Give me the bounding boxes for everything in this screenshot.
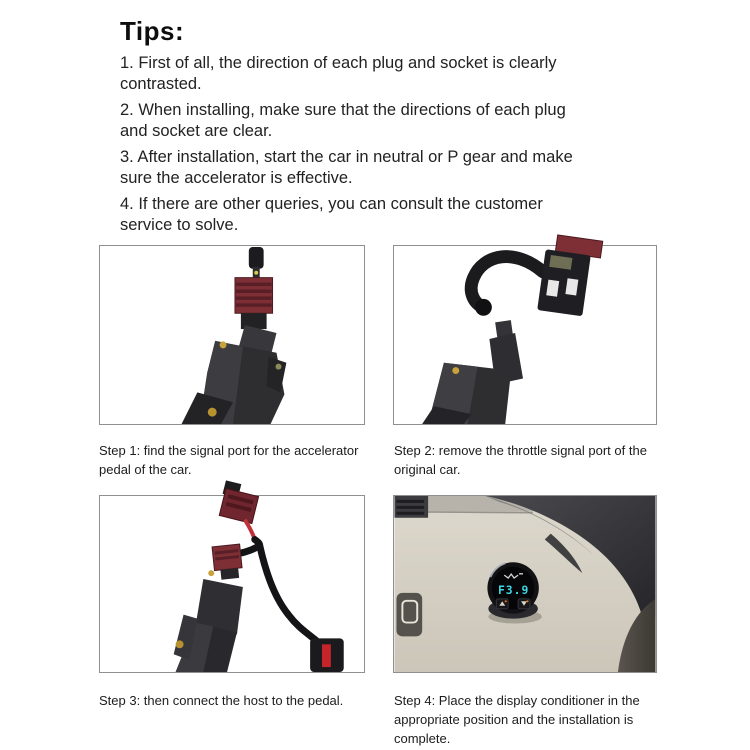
step4-caption xyxy=(394,691,640,748)
tip-line: 1. First of all, the direction of each plug and socket is clearly xyxy=(120,54,557,72)
caption-line: Step 1: find the signal port for the accelerator xyxy=(99,443,359,458)
pedal-connector-red-block xyxy=(212,544,243,580)
tip-item-3 xyxy=(120,147,668,189)
tip-line: and socket are clear. xyxy=(120,122,273,140)
throttle-signal-port-removed-photo xyxy=(394,246,656,424)
accelerator-pedal-assembly xyxy=(174,570,243,672)
caption-line: pedal of the car. xyxy=(99,462,192,477)
accelerator-pedal-assembly xyxy=(182,325,287,424)
step3-caption xyxy=(99,691,343,710)
harness-cable xyxy=(230,540,316,641)
air-vent xyxy=(394,496,428,518)
accelerator-pedal-assembly xyxy=(422,320,523,424)
caption-line: complete. xyxy=(394,731,451,746)
step4-photo-frame xyxy=(393,495,657,673)
device-display-reading: F3.9 xyxy=(497,582,530,597)
step2-caption xyxy=(394,441,647,479)
tip-line: 2. When installing, make sure that the directions of each plug xyxy=(120,101,566,119)
step2-photo-frame xyxy=(393,245,657,425)
caption-line: Step 3: then connect the host to the pedal. xyxy=(99,693,344,708)
tip-line: service to solve. xyxy=(120,216,239,234)
hook-cable xyxy=(471,257,543,316)
page-title: Tips: xyxy=(120,16,185,46)
accelerator-pedal-with-signal-port-photo xyxy=(100,246,364,424)
step1-photo-frame xyxy=(99,245,365,425)
caption-line: original car. xyxy=(394,462,461,477)
caption-line: appropriate position and the installation is xyxy=(394,712,634,727)
step1-caption xyxy=(99,441,358,479)
host-unit xyxy=(310,638,344,672)
tip-line: contrasted. xyxy=(120,75,202,93)
tips-header xyxy=(120,16,668,241)
signal-plug-red-block xyxy=(235,278,273,329)
tip-item-2 xyxy=(120,100,668,142)
host-connected-to-pedal-photo xyxy=(100,496,364,672)
display-conditioner-installed-in-car-photo xyxy=(394,496,656,672)
signal-plug-cap xyxy=(249,247,264,279)
tip-item-1 xyxy=(120,53,668,95)
upper-harness-connector xyxy=(217,480,260,523)
window-switch xyxy=(396,593,422,637)
tip-line: 3. After installation, start the car in neutral or P gear and make xyxy=(120,148,573,166)
tip-line: sure the accelerator is effective. xyxy=(120,169,353,187)
caption-line: Step 2: remove the throttle signal port of the xyxy=(394,443,647,458)
tip-item-4 xyxy=(120,194,668,236)
tip-line: 4. If there are other queries, you can consult the customer xyxy=(120,195,543,213)
step3-photo-frame xyxy=(99,495,365,673)
caption-line: Step 4: Place the display conditioner in the xyxy=(394,693,640,708)
detached-connector xyxy=(537,234,603,318)
